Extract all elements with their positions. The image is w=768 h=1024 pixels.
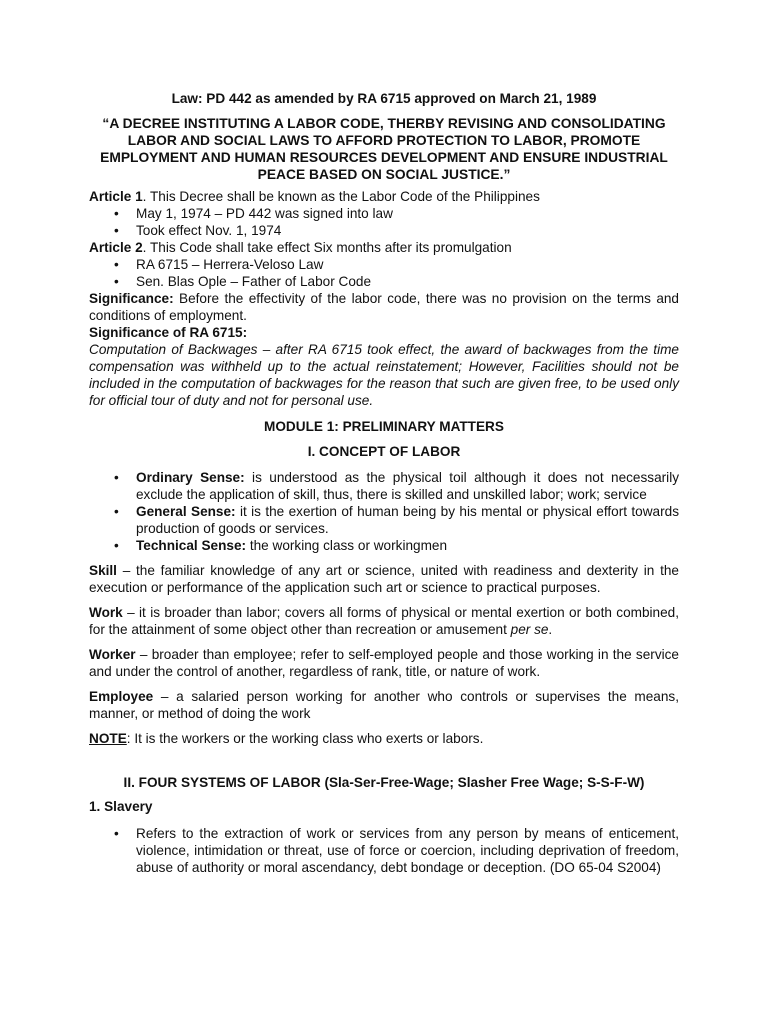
term: Skill	[89, 563, 117, 578]
definition-work	[89, 604, 679, 638]
sense-label: General Sense:	[136, 504, 236, 519]
law-line: Law: PD 442 as amended by RA 6715 approved on March 21, 1989	[171, 91, 597, 106]
list-item: • Took effect Nov. 1, 1974	[89, 222, 679, 239]
sense-text: is understood as the physical toil although it does not necessarily exclude the application of skill, thus, there is skilled and unskilled labor; work; service	[136, 470, 680, 502]
list-item	[89, 503, 679, 537]
article-2	[89, 239, 679, 256]
article-1	[89, 188, 679, 205]
article-1-label: Article 1	[89, 189, 143, 204]
note-label: NOTE	[89, 731, 127, 746]
sense-text: the working class or workingmen	[246, 538, 448, 553]
definition-text: – a salaried person working for another who controls or supervises the means, manner, or method of doing the work	[89, 689, 679, 721]
section-2-title: II. FOUR SYSTEMS OF LABOR (Sla-Ser-Free-Wage; Slasher Free Wage; S-S-F-W)	[123, 775, 645, 790]
significance-text: Before the effectivity of the labor code, there was no provision on the terms and conditions of employment.	[89, 291, 679, 323]
slavery-heading: 1. Slavery	[89, 799, 153, 814]
definition-text: – broader than employee; refer to self-employed people and those working in the service and under the control of another, regardless of rank, title, or nature of work.	[89, 647, 679, 679]
list-item	[89, 537, 679, 554]
sense-label: Ordinary Sense:	[136, 470, 245, 485]
significance-label: Significance:	[89, 291, 174, 306]
significance	[89, 290, 679, 324]
list-item: • Refers to the extraction of work or services from any person by means of enticement, violence, intimidation or threat, use of force or coercion, including deprivation of freedom, abuse of authority or moral ascendancy, debt bondage or deception. (DO 65-04 S2004)	[89, 825, 679, 876]
list-item: • RA 6715 – Herrera-Veloso Law	[89, 256, 679, 273]
slavery-bullets	[89, 825, 679, 876]
article-2-text: . This Code shall take effect Six months after its promulgation	[142, 240, 512, 255]
article-1-text: . This Decree shall be known as the Labor Code of the Philippines	[142, 189, 540, 204]
definition-worker	[89, 646, 679, 680]
decree-title: “A DECREE INSTITUTING A LABOR CODE, THERBY REVISING AND CONSOLIDATING LABOR AND SOCIAL LAWS TO AFFORD PROTECTION TO LABOR, PROMOTE EMPLOYMENT AND HUMAN RESOURCES DEVELOPMENT AND ENSURE INDUSTRIAL PEACE BASED ON SOCIAL JUSTICE.”	[100, 116, 668, 182]
term: Worker	[89, 647, 136, 662]
article-2-label: Article 2	[89, 240, 143, 255]
definition-italic: per se	[510, 622, 549, 637]
definition-text: – the familiar knowledge of any art or science, united with readiness and dexterity in the execution or performance of the application such art or science to practical purposes.	[89, 563, 679, 595]
article-2-bullets	[89, 256, 679, 290]
definition-employee	[89, 688, 679, 722]
module-title: MODULE 1: PRELIMINARY MATTERS	[264, 419, 504, 434]
list-item: • May 1, 1974 – PD 442 was signed into law	[89, 205, 679, 222]
senses-list	[89, 469, 679, 554]
term: Employee	[89, 689, 154, 704]
sense-label: Technical Sense:	[136, 538, 247, 553]
term: Work	[89, 605, 123, 620]
list-item: • Sen. Blas Ople – Father of Labor Code	[89, 273, 679, 290]
section-1-title: I. CONCEPT OF LABOR	[307, 444, 461, 459]
note-text: : It is the workers or the working class who exerts or labors.	[126, 731, 484, 746]
definition-text: – it is broader than labor; covers all forms of physical or mental exertion or both combined, for the attainment of some object other than recreation or amusement	[89, 605, 679, 637]
article-1-bullets	[89, 205, 679, 239]
document-page	[89, 91, 679, 876]
list-item	[89, 469, 679, 503]
definition-skill	[89, 562, 679, 596]
significance-ra-label: Significance of RA 6715:	[89, 325, 248, 340]
definition-end: .	[548, 622, 553, 637]
significance-ra-text: Computation of Backwages – after RA 6715 took effect, the award of backwages from the time compensation was withheld up to the actual reinstatement; However, Facilities should not be included in the computation of backwages for the reason that such are given free, to be used only for official tour of duty and not for personal use.	[89, 342, 679, 408]
sense-text: it is the exertion of human being by his mental or physical effort towards production of goods or services.	[136, 504, 679, 536]
note	[89, 730, 679, 747]
